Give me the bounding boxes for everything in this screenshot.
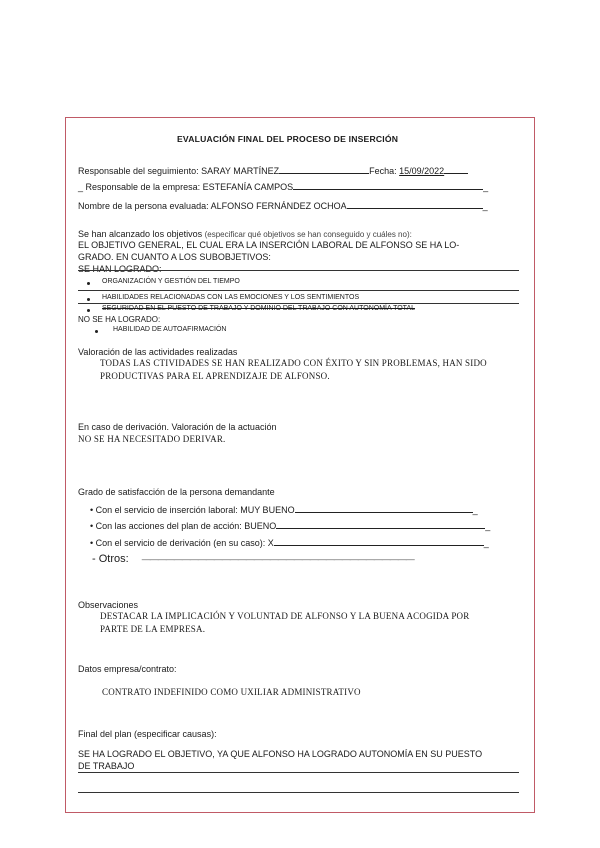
satisfaccion-insercion-text: • Con el servicio de inserción laboral: MUY BUENO	[90, 505, 295, 515]
satisfaccion-insercion-blank	[295, 503, 473, 513]
persona-evaluada-blank	[347, 199, 483, 209]
no-logrado-label: NO SE HA LOGRADO:	[78, 315, 161, 324]
form-frame	[65, 117, 535, 813]
derivacion-value: NO SE HA NECESITADO DERIVAR.	[78, 434, 226, 444]
line-end-mark: _	[483, 538, 489, 548]
satisfaccion-derivacion-blank	[274, 536, 484, 546]
logrado-rule	[78, 303, 519, 304]
responsable-empresa-blank	[293, 180, 483, 190]
fecha-blank	[444, 164, 468, 174]
responsable-seguimiento-field	[78, 164, 468, 176]
fecha-label: Fecha:	[369, 166, 397, 176]
logrado-item: SEGURIDAD EN EL PUESTO DE TRABAJO Y DOMINIO DEL TRABAJO CON AUTONOMÍA TOTAL	[102, 305, 416, 312]
logrado-item: HABILIDADES RELACIONADAS CON LAS EMOCIONES Y LOS SENTIMIENTOS	[102, 294, 360, 301]
valoracion-label: Valoración de las actividades realizadas	[78, 347, 238, 357]
satisfaccion-acciones-text: • Con las acciones del plan de acción: BUENO	[90, 521, 277, 531]
otros-label: - Otros:	[92, 553, 129, 565]
logrado-item: ORGANIZACIÓN Y GESTIÓN DEL TIEMPO	[102, 278, 240, 285]
otros-dashes: ——————————————————————————————————	[141, 554, 414, 564]
bullet-icon	[87, 282, 90, 285]
observaciones-label: Observaciones	[78, 600, 139, 610]
observaciones-line-1: DESTACAR LA IMPLICACIÓN Y VOLUNTAD DE ALFONSO Y LA BUENA ACOGIDA POR	[100, 611, 470, 621]
line-end-mark: _	[483, 182, 489, 192]
valoracion-line-2: PRODUCTIVAS PARA EL APRENDIZAJE DE ALFONSO.	[100, 371, 330, 381]
satisfaccion-acciones	[90, 519, 490, 531]
satisfaccion-derivacion	[90, 536, 489, 548]
satisfaccion-acciones-blank	[276, 519, 485, 529]
responsable-seguimiento-label: Responsable del seguimiento: SARAY MARTÍNEZ	[78, 166, 280, 176]
final-plan-rule	[78, 792, 519, 793]
objetivos-heading	[78, 229, 412, 239]
bullet-icon	[87, 309, 90, 312]
datos-empresa-value: CONTRATO INDEFINIDO COMO UXILIAR ADMINISTRATIVO	[102, 687, 361, 697]
objetivos-hint: (especificar qué objetivos se han conseguido y cuáles no):	[204, 230, 412, 239]
responsable-empresa-label: _ Responsable de la empresa: ESTEFANÍA CAMPOS	[78, 182, 294, 192]
objetivos-rule	[78, 270, 519, 271]
line-end-mark: _	[482, 201, 488, 211]
derivacion-label: En caso de derivación. Valoración de la actuación	[78, 422, 277, 432]
satisfaccion-insercion	[90, 503, 478, 515]
persona-evaluada-field	[78, 199, 488, 211]
satisfaccion-derivacion-text: • Con el servicio de derivación (en su caso): X	[90, 538, 274, 548]
objetivos-line-1: EL OBJETIVO GENERAL, EL CUAL ERA LA INSERCIÓN LABORAL DE ALFONSO SE HA LO-	[78, 240, 460, 250]
logrado-label: SE HAN LOGRADO:	[78, 264, 162, 274]
otros-field	[92, 553, 414, 565]
fecha-value: 15/09/2022	[399, 166, 445, 176]
line-end-mark: _	[472, 505, 478, 515]
logrado-rule	[78, 290, 519, 291]
bullet-icon	[87, 298, 90, 301]
satisfaccion-label: Grado de satisfacción de la persona demandante	[78, 487, 275, 497]
final-plan-line-1: SE HA LOGRADO EL OBJETIVO, YA QUE ALFONSO HA LOGRADO AUTONOMÍA EN SU PUESTO	[78, 749, 483, 759]
persona-evaluada-label: Nombre de la persona evaluada: ALFONSO FERNÁNDEZ OCHOA	[78, 201, 347, 211]
form-title: EVALUACIÓN FINAL DEL PROCESO DE INSERCIÓN	[177, 134, 399, 144]
objetivos-label: Se han alcanzado los objetivos	[78, 229, 203, 239]
observaciones-line-2: PARTE DE LA EMPRESA.	[100, 624, 206, 634]
valoracion-line-1: TODAS LAS CTIVIDADES SE HAN REALIZADO CON ÉXITO Y SIN PROBLEMAS, HAN SIDO	[100, 358, 487, 368]
bullet-icon	[95, 330, 98, 333]
final-plan-rule	[78, 772, 519, 773]
datos-empresa-label: Datos empresa/contrato:	[78, 664, 177, 674]
final-plan-line-2: DE TRABAJO	[78, 761, 135, 771]
objetivos-line-2: GRADO. EN CUANTO A LOS SUBOBJETIVOS:	[78, 252, 271, 262]
responsable-empresa-field	[78, 180, 488, 192]
final-plan-label: Final del plan (especificar causas):	[78, 729, 217, 739]
responsable-seguimiento-blank	[279, 164, 369, 174]
line-end-mark: _	[485, 521, 491, 531]
no-logrado-item: HABILIDAD DE AUTOAFIRMACIÓN	[113, 326, 227, 333]
